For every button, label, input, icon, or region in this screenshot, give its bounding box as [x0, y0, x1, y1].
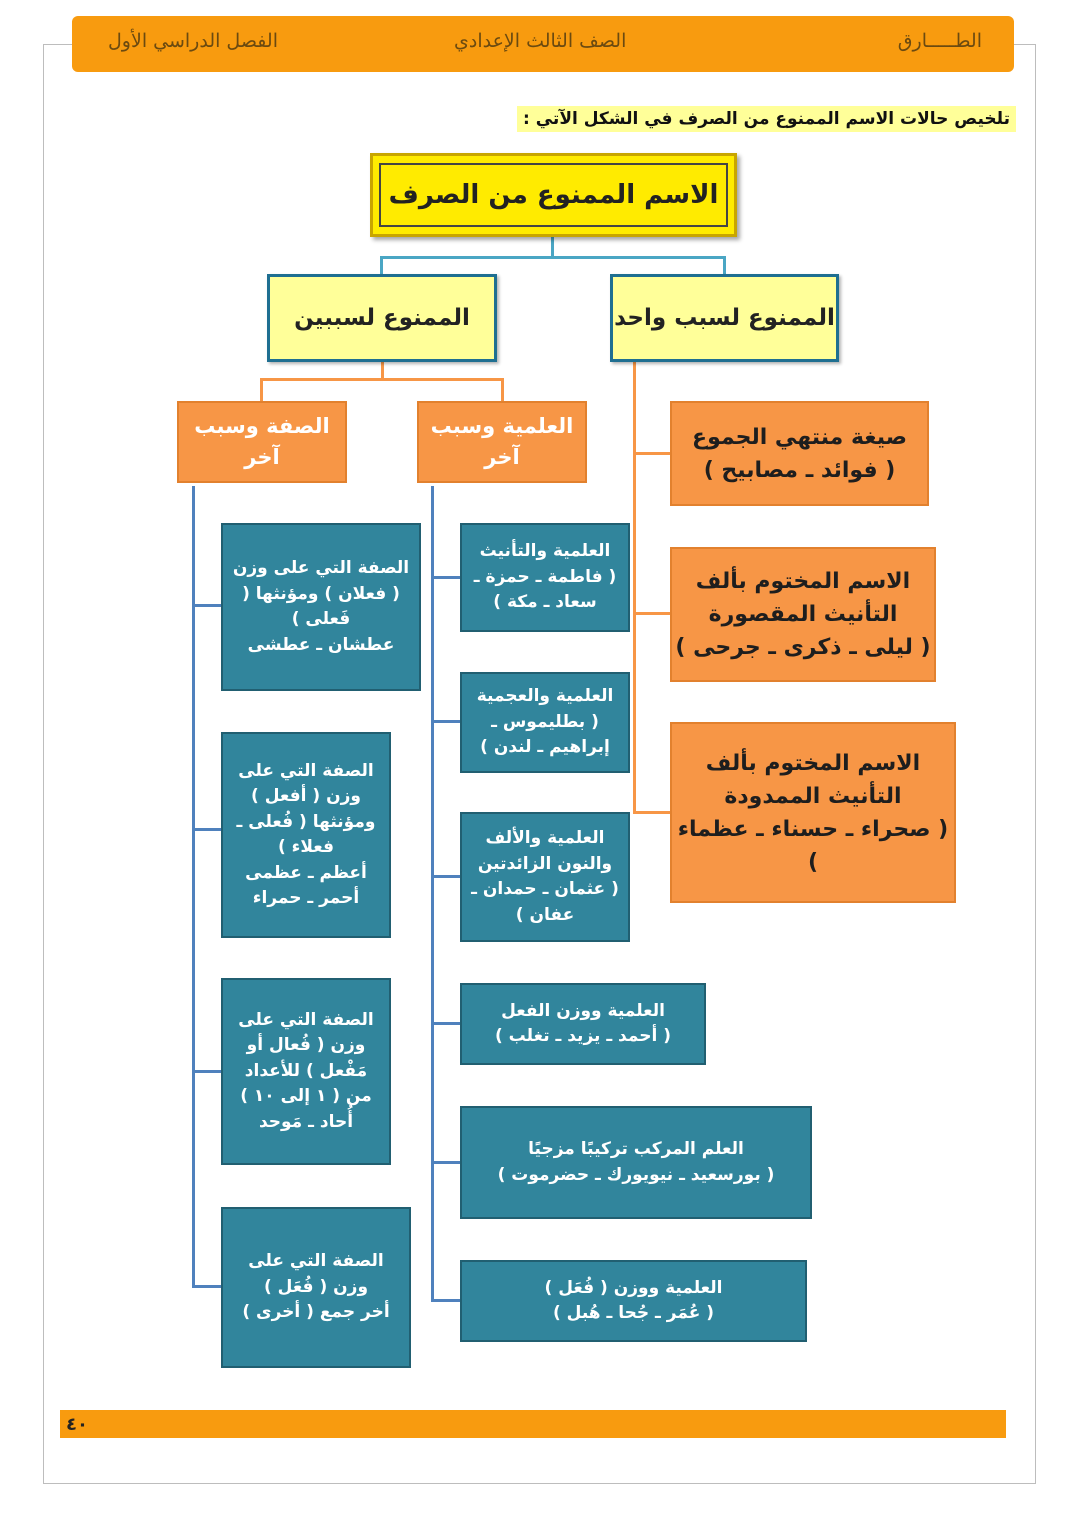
item-title: العلمية والعجمية	[476, 686, 614, 707]
connector	[431, 1022, 461, 1025]
adjective-node: الصفة وسبب آخر	[177, 401, 347, 483]
item-title: الصفة التي على وزن ( أفعل ) ومؤنثها ( فُعلى ـ فعلاء )	[236, 760, 376, 857]
two-causes-node: الممنوع لسببين	[267, 274, 497, 362]
one-cause-item	[670, 547, 936, 682]
connector	[431, 1299, 461, 1302]
item-example: ( ليلى ـ ذكرى ـ جرحى )	[675, 635, 931, 660]
proper-item	[460, 523, 630, 632]
item-example: ( فاطمة ـ حمزة ـ سعاد ـ مكة )	[473, 566, 617, 613]
connector	[192, 1285, 222, 1288]
connector	[723, 256, 726, 276]
item-example: أخر جمع ( أخرى )	[242, 1302, 390, 1323]
page-number: ٤٠	[66, 1414, 88, 1435]
connector	[431, 486, 434, 1302]
header-grade: الصف الثالث الإعدادي	[454, 30, 627, 52]
proper-item	[460, 672, 630, 773]
connector	[192, 828, 222, 831]
proper-item	[460, 983, 706, 1065]
one-cause-node: الممنوع لسبب واحد	[610, 274, 839, 362]
item-title: الاسم المختوم بألف التأنيث الممدودة	[705, 750, 921, 809]
item-title: الصفة التي على وزن ( فُعَل )	[248, 1251, 384, 1297]
connector	[192, 604, 222, 607]
item-title: العلم المركب تركيبًا مزجيًا	[528, 1139, 744, 1159]
item-example: عطشان ـ عطشى	[247, 634, 395, 655]
one-cause-item	[670, 722, 956, 903]
proper-item	[460, 1106, 812, 1219]
adjective-item	[221, 732, 391, 938]
connector	[431, 576, 461, 579]
connector	[501, 378, 504, 402]
connector	[431, 1161, 461, 1164]
item-title: العلمية والتأنيث	[479, 541, 611, 562]
item-title: العلمية والألف والنون الزائدتين	[477, 828, 613, 874]
item-example: ( أحمد ـ يزيد ـ تغلب )	[494, 1026, 672, 1046]
connector	[633, 361, 636, 814]
item-title: الصفة التي على وزن ( فعلان ) ومؤنثها ( فَعلى )	[232, 558, 410, 629]
connector	[431, 720, 461, 723]
item-example: ( عُمَر ـ جُحا ـ هُبل )	[552, 1303, 715, 1323]
connector	[381, 361, 384, 379]
item-example: ( بورسعيد ـ نيويورك ـ حضرموت )	[497, 1164, 775, 1185]
item-title: الصفة التي على وزن ( فُعال أو مَفْعل ) للأعداد من ( ١ إلى ١٠ )	[238, 1009, 374, 1107]
item-example: أُحاد ـ مَوحد	[258, 1111, 354, 1132]
header-term: الفصل الدراسي الأول	[108, 30, 278, 52]
one-cause-item	[670, 401, 929, 506]
item-example: ( بطليموس ـ إبراهيم ـ لندن )	[480, 711, 610, 758]
item-example: أعظم ـ عظمى أحمر ـ حمراء	[245, 862, 367, 908]
adjective-item	[221, 978, 391, 1165]
connector	[633, 811, 671, 814]
header-author: الطـــــارق	[897, 30, 982, 52]
root-node	[370, 153, 737, 237]
connector	[633, 612, 671, 615]
connector	[633, 452, 671, 455]
item-title: العلمية ووزن الفعل	[501, 1000, 665, 1021]
connector	[431, 875, 461, 878]
adjective-item	[221, 523, 421, 691]
diagram-subtitle: تلخيص حالات الاسم الممنوع من الصرف في الشكل الآتي :	[517, 106, 1016, 132]
header-bar	[72, 16, 1014, 72]
adjective-item	[221, 1207, 411, 1368]
proper-noun-node: العلمية وسبب آخر	[417, 401, 587, 483]
item-example: ( صحراء ـ حسناء ـ عظماء )	[677, 816, 949, 875]
connector	[551, 236, 554, 258]
item-title: العلمية ووزن ( فُعَل )	[544, 1277, 723, 1298]
item-example: ( فوائد ـ مصابيح )	[703, 457, 896, 483]
item-title: صيغة منتهي الجموع	[692, 424, 907, 450]
connector	[192, 1070, 222, 1073]
connector	[260, 378, 504, 381]
proper-item	[460, 1260, 807, 1342]
item-example: ( عثمان ـ حمدان ـ عفان )	[471, 879, 619, 925]
connector	[260, 378, 263, 402]
root-label: الاسم الممنوع من الصرف	[379, 163, 728, 227]
connector	[380, 256, 383, 276]
proper-item	[460, 812, 630, 942]
footer-bar	[60, 1410, 1006, 1438]
item-title: الاسم المختوم بألف التأنيث المقصورة	[695, 569, 911, 627]
connector	[380, 256, 726, 259]
